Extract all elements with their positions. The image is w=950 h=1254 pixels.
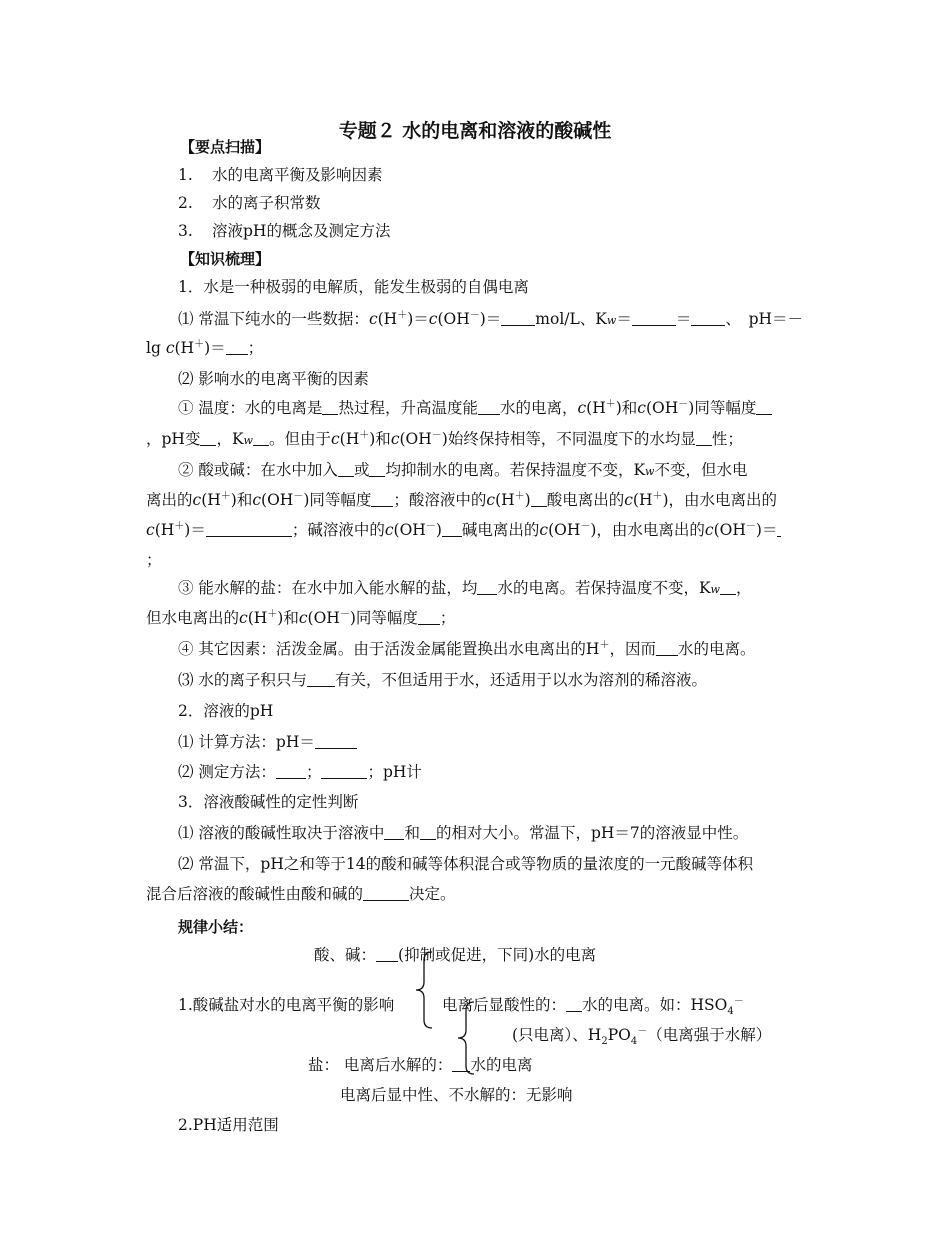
blank-line [756, 400, 772, 415]
text-line-ph-measure: ⑵ 测定方法： ； ；pH计 [178, 763, 422, 781]
text-line-acid-base-3: c(H＋)＝ ；碱溶液中的c(OH－) 碱电离出的c(OH－)，由水电离出的c(OH－)＝ [146, 520, 781, 540]
section-heading-key-points: 【要点扫描】 [180, 138, 271, 156]
blank-line [206, 522, 292, 537]
list-text: 水的电离平衡及影响因素 [212, 166, 383, 184]
left-brace-icon [412, 950, 436, 1030]
text-line-data: ⑴ 常温下纯水的一些数据：c(H＋)＝c(OH－)＝ mol/L、Kw＝ ＝ 、 pH＝－ [178, 309, 804, 328]
page-title: 专题２ 水的电离和溶液的酸碱性 [338, 120, 612, 142]
text-line-ph-calc: ⑴ 计算方法：pH＝ [178, 732, 357, 752]
blank-line [371, 492, 393, 507]
blank-line [253, 431, 269, 446]
subheading-factors: ⑵ 影响水的电离平衡的因素 [178, 370, 369, 388]
blank-line [369, 462, 385, 477]
text-line-acid-base-2: 离出的c(H＋)和c(OH－)同等幅度 ；酸溶液中的c(H＋) 酸电离出的c(H＋)，由水电离出的 [146, 490, 778, 509]
list-number: 3. [178, 222, 193, 240]
blank-line [632, 311, 676, 326]
blank-line [477, 580, 497, 595]
blank-line [720, 580, 736, 595]
blank-line [696, 431, 712, 446]
list-number: 1. [178, 166, 193, 184]
list-text: 水的离子积常数 [212, 194, 321, 212]
list-item [178, 221, 390, 241]
blank-line [307, 672, 335, 687]
text-line-data-cont: lg c(H＋)＝ ； [146, 338, 264, 357]
summary-neutral-salt: 电离后显中性、不水解的：无影响 [340, 1086, 573, 1104]
text-line-salts: ③ 能水解的盐：在水中加入能水解的盐，均 水的电离。若保持温度不变，Kw ， [178, 579, 752, 597]
text-line-ion-product: ⑶ 水的离子积只与 有关，不但适用于水，还适用于以水为溶剂的稀溶液。 [178, 671, 707, 689]
blank-line [338, 462, 354, 477]
blank-line [656, 641, 678, 656]
summary-acidic-salt-cont: (只电离）、$H_2PO_4^-$（电离强于水解） [512, 1025, 772, 1048]
paragraph-ph: 2．溶液的pH [178, 702, 274, 720]
summary-title-effects: 1.酸碱盐对水的电离平衡的影响 [178, 996, 395, 1014]
text-line-mixing: ⑵ 常温下，pH之和等于14的酸和碱等体积混合或等物质的量浓度的一元酸碱等体积 [178, 855, 754, 873]
blank-line [363, 886, 409, 901]
left-brace-icon [454, 1000, 478, 1076]
blank-line [777, 522, 781, 537]
blank-line [321, 764, 367, 779]
blank-line [420, 825, 436, 840]
text-line-acidity-depends: ⑴ 溶液的酸碱性取决于溶液中 和 的相对大小。常温下，pH＝7的溶液显中性。 [178, 824, 749, 842]
text-line-salts-cont: 但水电离出的c(H＋)和c(OH－)同等幅度 ； [146, 608, 456, 627]
blank-line [442, 522, 462, 537]
blank-line [384, 825, 404, 840]
blank-line [200, 431, 216, 446]
text-line-temperature-cont: ，pH变 ，Kw 。但由于c(H＋)和c(OH－)始终保持相等，不同温度下的水均显 性； [146, 429, 743, 448]
blank-line [501, 311, 535, 326]
blank-line [376, 947, 398, 962]
list-text: 溶液pH的概念及测定方法 [212, 222, 391, 240]
list-item [178, 193, 321, 213]
blank-line [691, 311, 725, 326]
blank-line [322, 400, 338, 415]
text-line-mixing-cont: 混合后溶液的酸碱性由酸和碱的 决定。 [146, 885, 456, 903]
blank-line [226, 340, 248, 355]
section-heading-knowledge: 【知识梳理】 [180, 250, 271, 268]
text-line-temperature: ① 温度：水的电离是 热过程，升高温度能 水的电离，c(H＋)和c(OH－)同等幅度 [178, 398, 772, 418]
blank-line [531, 492, 547, 507]
list-item [178, 165, 383, 185]
paragraph-water-ionization: 1．水是一种极弱的电解质，能发生极弱的自偶电离 [178, 278, 529, 296]
blank-line [418, 610, 440, 625]
text-line-other-factors: ④ 其它因素：活泼金属。由于活泼金属能置换出水电离出的H＋，因而 水的电离。 [178, 639, 756, 658]
blank-line [276, 764, 306, 779]
summary-salt-hydrolysis: 盐： 电离后水解的： 水的电离 [308, 1056, 533, 1074]
blank-line [315, 734, 357, 749]
section-heading-summary: 规律小结： [178, 918, 254, 936]
summary-acidic-salt: 电离后显酸性的： 水的电离。如：$HSO_4^-$ [442, 995, 744, 1018]
text-line-acid-base: ② 酸或碱：在水中加入 或 均抑制水的电离。若保持温度不变，Kw不变，但水电 [178, 461, 748, 479]
paragraph-qualitative: 3．溶液酸碱性的定性判断 [178, 793, 359, 811]
blank-line [566, 997, 582, 1012]
summary-ph-range: 2.PH适用范围 [178, 1116, 279, 1134]
list-number: 2. [178, 194, 193, 212]
summary-acid-base: 酸、碱： (抑制或促进，下同)水的电离 [314, 946, 597, 964]
blank-line [478, 400, 500, 415]
text-line-semicolon: ； [146, 551, 162, 569]
